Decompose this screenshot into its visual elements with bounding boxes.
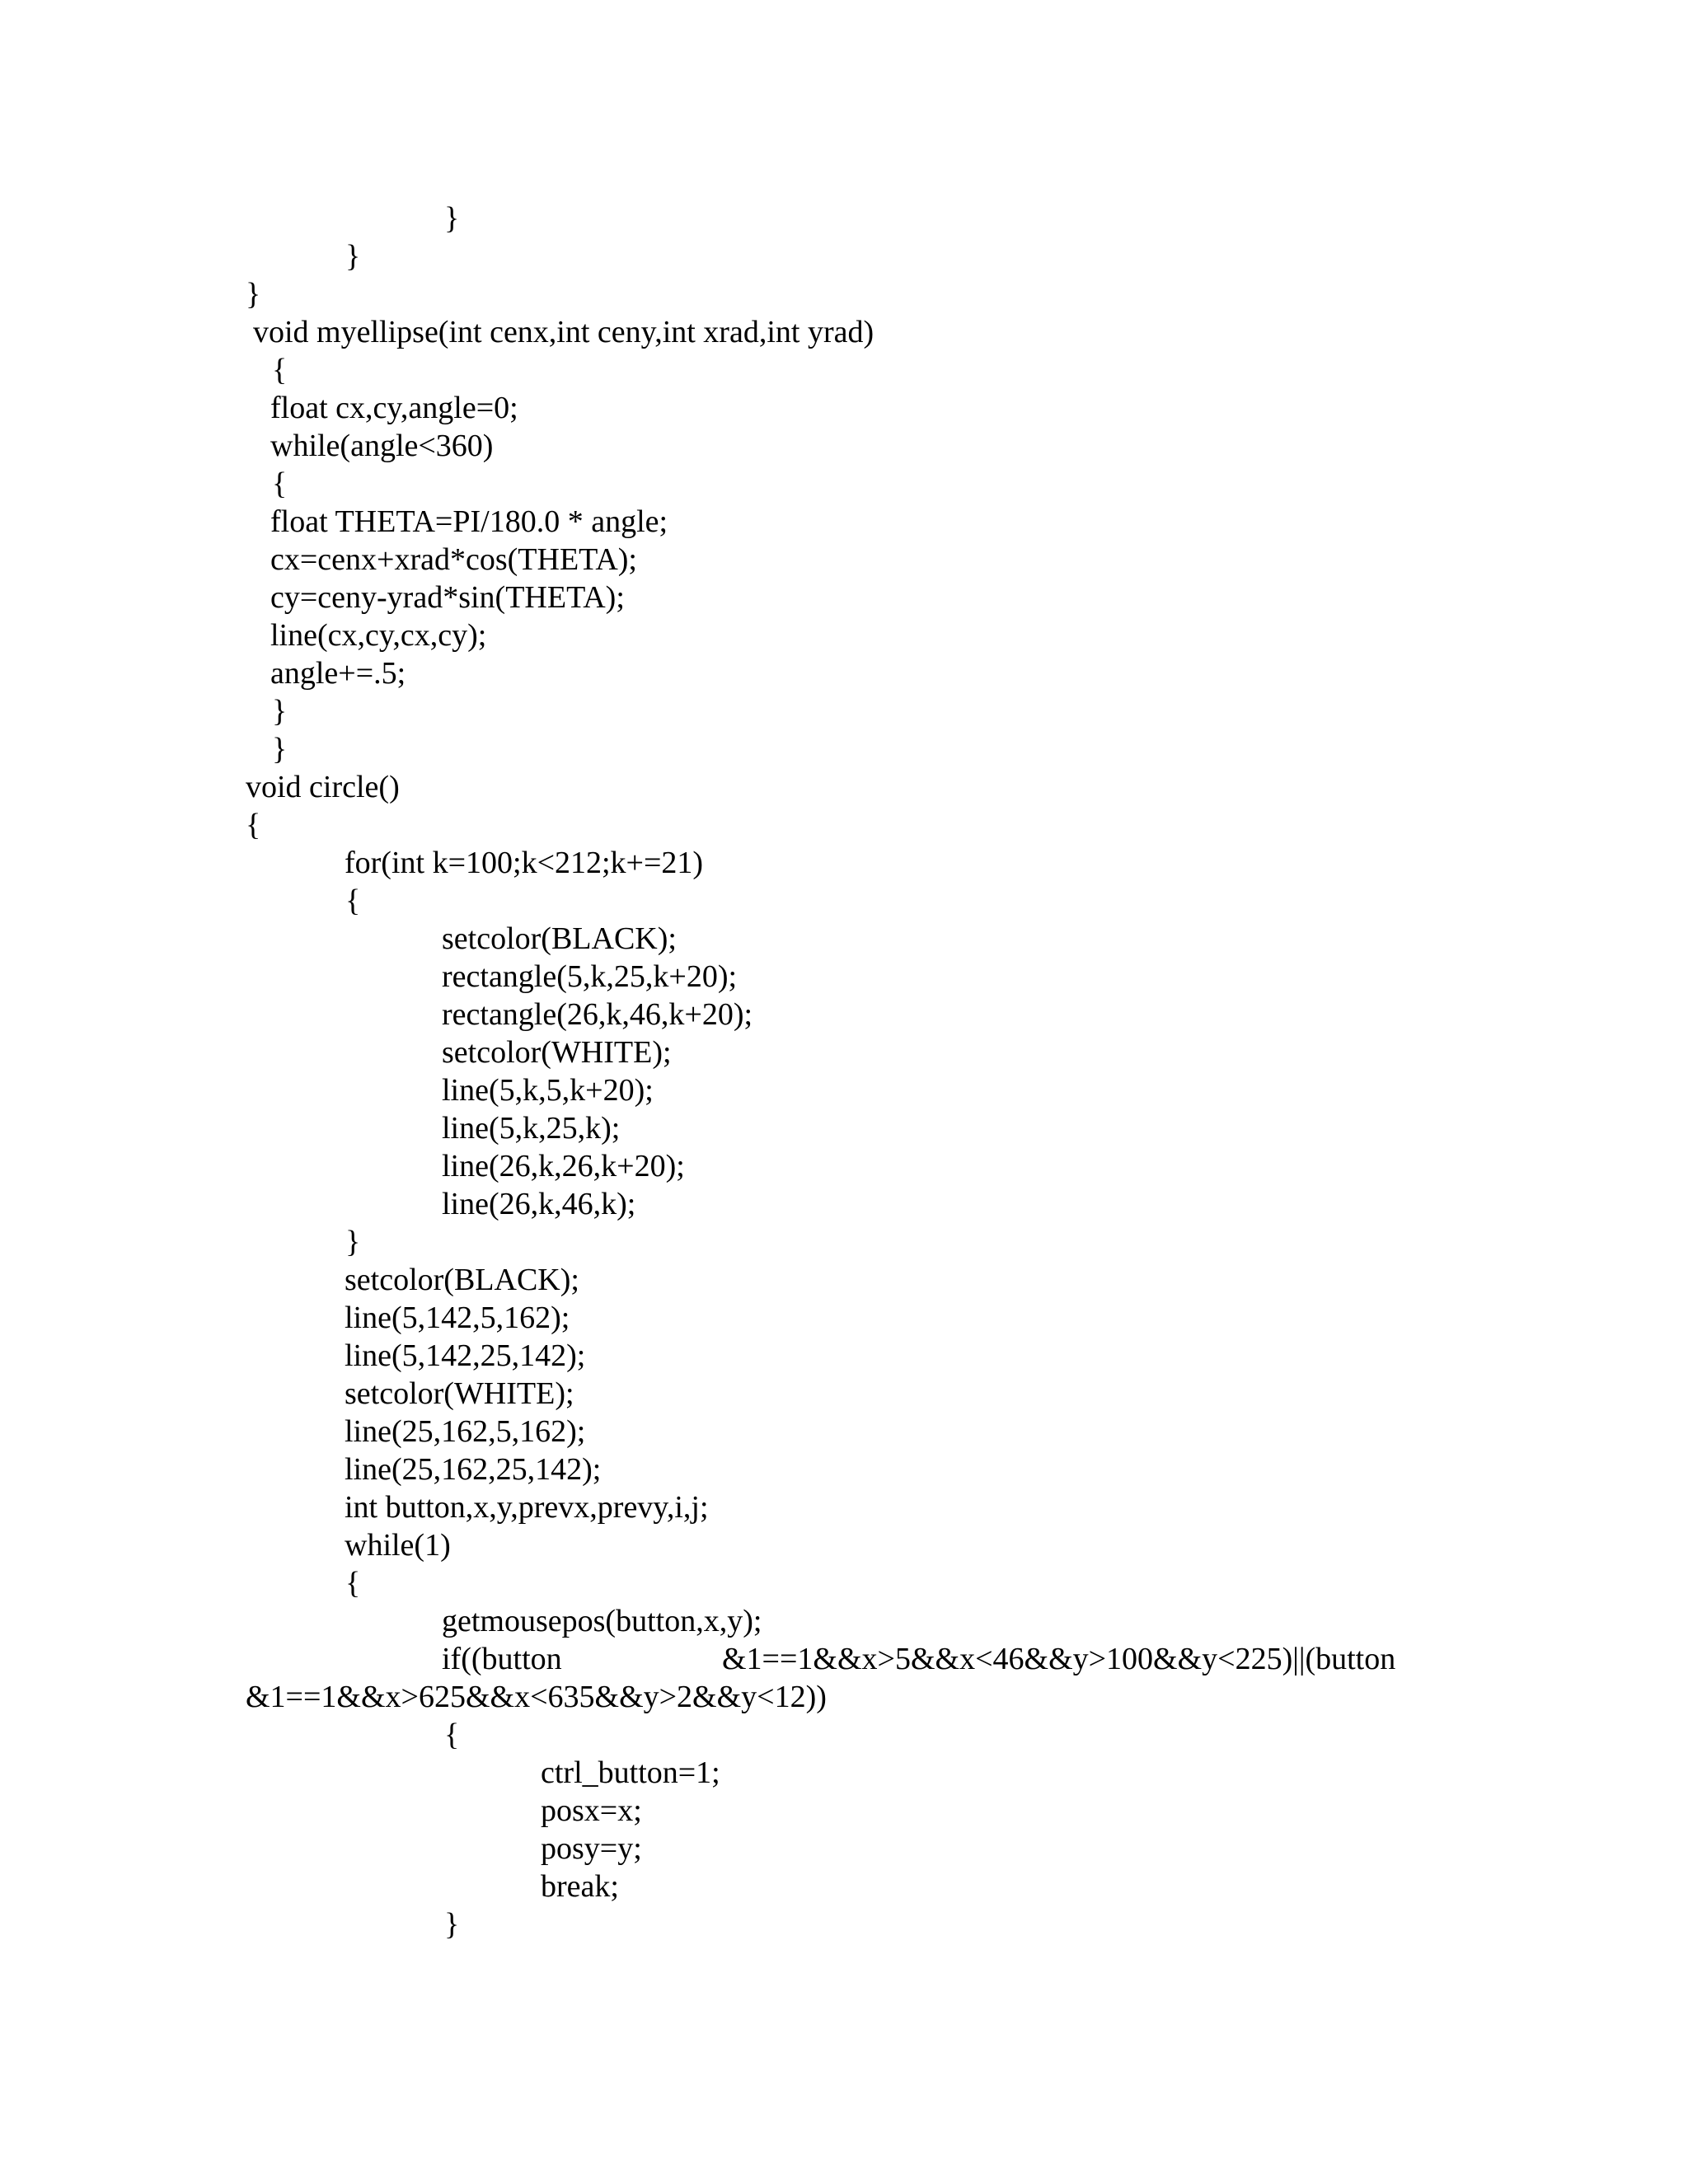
code-line: cx=cenx+xrad*cos(THETA); <box>270 542 637 577</box>
code-line: angle+=.5; <box>270 656 406 691</box>
code-line: setcolor(BLACK); <box>442 921 677 956</box>
code-line: int button,x,y,prevx,prevy,i,j; <box>345 1490 709 1525</box>
code-line: } <box>345 1225 361 1259</box>
code-line: { <box>272 353 288 387</box>
code-line: cy=ceny-yrad*sin(THETA); <box>270 580 625 615</box>
code-line: } <box>345 239 361 274</box>
code-line: line(26,k,26,k+20); <box>442 1149 685 1183</box>
code-line: { <box>345 1566 361 1601</box>
code-line: { <box>444 1718 460 1752</box>
code-line: void circle() <box>246 770 400 804</box>
code-line: { <box>272 466 288 501</box>
code-line: { <box>345 883 361 918</box>
code-line: while(1) <box>345 1528 451 1563</box>
code-line: if((button <box>442 1642 562 1676</box>
code-line: posx=x; <box>541 1793 642 1828</box>
code-line: &1==1&&x>625&&x<635&&y>2&&y<12)) <box>246 1680 827 1714</box>
code-line: float cx,cy,angle=0; <box>270 391 518 425</box>
code-line: line(25,162,25,142); <box>345 1452 602 1487</box>
code-line: setcolor(BLACK); <box>345 1263 579 1297</box>
code-line: rectangle(26,k,46,k+20); <box>442 997 753 1032</box>
code-line: void myellipse(int cenx,int ceny,int xrad,int yrad) <box>253 315 874 349</box>
code-line: { <box>246 808 261 842</box>
code-line: } <box>246 277 261 312</box>
code-line: } <box>272 732 288 766</box>
code-line: setcolor(WHITE); <box>442 1035 672 1070</box>
code-line: while(angle<360) <box>270 429 494 463</box>
code-line: line(5,k,25,k); <box>442 1111 621 1146</box>
code-line: } <box>444 201 460 236</box>
code-line: for(int k=100;k<212;k+=21) <box>345 846 704 880</box>
code-line: posy=y; <box>541 1831 642 1866</box>
code-line: break; <box>541 1869 619 1904</box>
code-line: } <box>444 1907 460 1942</box>
code-line: } <box>272 694 288 729</box>
code-line: line(5,142,5,162); <box>345 1301 570 1335</box>
code-line: line(5,k,5,k+20); <box>442 1073 654 1108</box>
code-line: line(26,k,46,k); <box>442 1187 636 1221</box>
code-line: &1==1&&x>5&&x<46&&y>100&&y<225)||(button <box>722 1642 1396 1676</box>
code-line: float THETA=PI/180.0 * angle; <box>270 504 668 539</box>
code-line: getmousepos(button,x,y); <box>442 1604 762 1638</box>
code-line: line(25,162,5,162); <box>345 1414 586 1449</box>
code-line: line(5,142,25,142); <box>345 1338 586 1373</box>
code-line: rectangle(5,k,25,k+20); <box>442 959 738 994</box>
code-line: line(cx,cy,cx,cy); <box>270 618 487 653</box>
code-line: ctrl_button=1; <box>541 1755 720 1790</box>
code-line: setcolor(WHITE); <box>345 1376 574 1411</box>
